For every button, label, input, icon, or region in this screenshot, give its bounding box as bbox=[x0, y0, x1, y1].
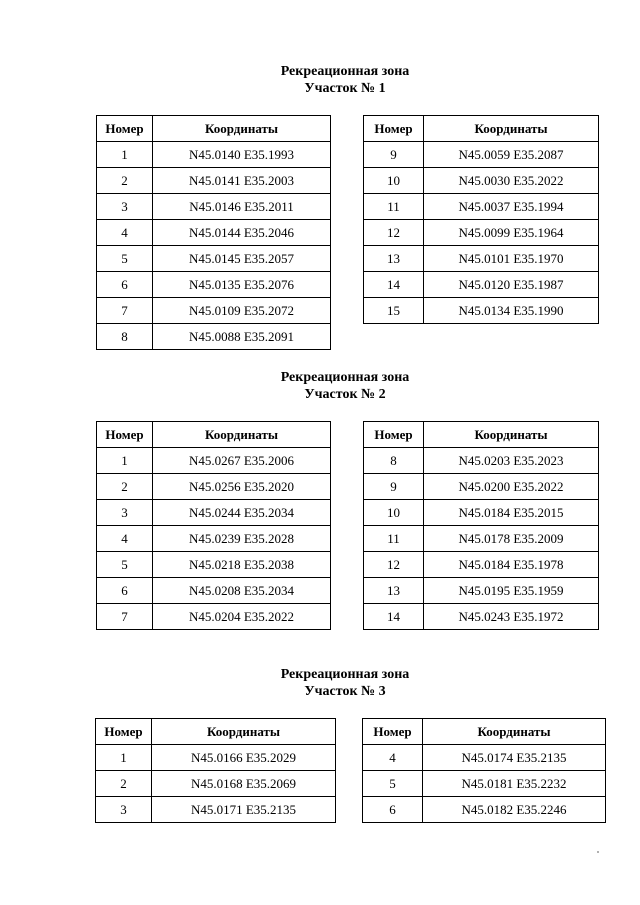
table-header-row bbox=[363, 719, 606, 745]
table-row bbox=[97, 272, 331, 298]
row-number: 9 bbox=[364, 142, 424, 168]
row-number: 7 bbox=[97, 298, 153, 324]
row-number: 3 bbox=[97, 194, 153, 220]
table-row bbox=[97, 298, 331, 324]
table-header-row bbox=[97, 422, 331, 448]
row-number: 14 bbox=[364, 604, 424, 630]
table-row bbox=[364, 526, 599, 552]
row-number: 12 bbox=[364, 220, 424, 246]
table-row bbox=[96, 771, 336, 797]
section-2-table-left bbox=[96, 421, 331, 630]
section-title: Рекреационная зона bbox=[280, 667, 410, 682]
row-number: 3 bbox=[96, 797, 152, 823]
row-coordinates: N45.0182 E35.2246 bbox=[423, 797, 606, 823]
row-number: 6 bbox=[363, 797, 423, 823]
row-coordinates: N45.0181 E35.2232 bbox=[423, 771, 606, 797]
column-header-number: Номер bbox=[363, 719, 423, 745]
row-number: 6 bbox=[97, 578, 153, 604]
row-coordinates: N45.0146 E35.2011 bbox=[153, 194, 331, 220]
row-number: 2 bbox=[97, 474, 153, 500]
row-coordinates: N45.0135 E35.2076 bbox=[153, 272, 331, 298]
row-coordinates: N45.0195 E35.1959 bbox=[424, 578, 599, 604]
row-number: 8 bbox=[364, 448, 424, 474]
table-header-row bbox=[97, 116, 331, 142]
row-coordinates: N45.0140 E35.1993 bbox=[153, 142, 331, 168]
row-coordinates: N45.0267 E35.2006 bbox=[153, 448, 331, 474]
row-coordinates: N45.0203 E35.2023 bbox=[424, 448, 599, 474]
table-row bbox=[96, 745, 336, 771]
table-row bbox=[363, 797, 606, 823]
section-2-heading bbox=[0, 369, 640, 403]
row-coordinates: N45.0244 E35.2034 bbox=[153, 500, 331, 526]
row-coordinates: N45.0059 E35.2087 bbox=[424, 142, 599, 168]
table-row bbox=[364, 552, 599, 578]
row-coordinates: N45.0174 E35.2135 bbox=[423, 745, 606, 771]
row-number: 2 bbox=[96, 771, 152, 797]
row-number: 5 bbox=[97, 246, 153, 272]
table-row bbox=[97, 552, 331, 578]
table-row bbox=[97, 604, 331, 630]
row-coordinates: N45.0200 E35.2022 bbox=[424, 474, 599, 500]
table-row bbox=[97, 474, 331, 500]
row-coordinates: N45.0171 E35.2135 bbox=[152, 797, 336, 823]
table-row bbox=[364, 168, 599, 194]
row-coordinates: N45.0178 E35.2009 bbox=[424, 526, 599, 552]
row-number: 5 bbox=[97, 552, 153, 578]
row-number: 4 bbox=[363, 745, 423, 771]
section-3-table-right bbox=[362, 718, 606, 823]
table-row bbox=[97, 246, 331, 272]
table-row bbox=[364, 448, 599, 474]
table-row bbox=[97, 142, 331, 168]
row-coordinates: N45.0166 E35.2029 bbox=[152, 745, 336, 771]
row-number: 4 bbox=[97, 526, 153, 552]
row-number: 5 bbox=[363, 771, 423, 797]
row-number: 8 bbox=[97, 324, 153, 350]
row-number: 9 bbox=[364, 474, 424, 500]
column-header-coordinates: Координаты bbox=[153, 116, 331, 142]
table-row bbox=[97, 500, 331, 526]
section-2-table-right bbox=[363, 421, 599, 630]
section-1-table-left bbox=[96, 115, 331, 350]
row-coordinates: N45.0218 E35.2038 bbox=[153, 552, 331, 578]
section-3-table-left bbox=[95, 718, 336, 823]
row-number: 7 bbox=[97, 604, 153, 630]
row-coordinates: N45.0037 E35.1994 bbox=[424, 194, 599, 220]
row-coordinates: N45.0101 E35.1970 bbox=[424, 246, 599, 272]
row-coordinates: N45.0243 E35.1972 bbox=[424, 604, 599, 630]
row-coordinates: N45.0256 E35.2020 bbox=[153, 474, 331, 500]
column-header-number: Номер bbox=[96, 719, 152, 745]
row-number: 2 bbox=[97, 168, 153, 194]
row-number: 1 bbox=[97, 448, 153, 474]
section-1-table-right bbox=[363, 115, 599, 324]
table-row bbox=[364, 246, 599, 272]
table-row bbox=[364, 298, 599, 324]
table-row bbox=[364, 474, 599, 500]
row-number: 11 bbox=[364, 526, 424, 552]
row-number: 1 bbox=[96, 745, 152, 771]
column-header-coordinates: Координаты bbox=[153, 422, 331, 448]
row-coordinates: N45.0134 E35.1990 bbox=[424, 298, 599, 324]
row-coordinates: N45.0168 E35.2069 bbox=[152, 771, 336, 797]
column-header-coordinates: Координаты bbox=[424, 116, 599, 142]
row-number: 4 bbox=[97, 220, 153, 246]
section-subtitle: Участок № 3 bbox=[304, 684, 386, 699]
row-number: 14 bbox=[364, 272, 424, 298]
row-coordinates: N45.0144 E35.2046 bbox=[153, 220, 331, 246]
row-coordinates: N45.0109 E35.2072 bbox=[153, 298, 331, 324]
section-1-heading bbox=[0, 63, 640, 97]
row-number: 12 bbox=[364, 552, 424, 578]
row-number: 13 bbox=[364, 578, 424, 604]
table-row bbox=[97, 578, 331, 604]
section-3-heading bbox=[0, 666, 640, 700]
table-row bbox=[364, 272, 599, 298]
table-row bbox=[96, 797, 336, 823]
row-number: 6 bbox=[97, 272, 153, 298]
section-subtitle: Участок № 2 bbox=[304, 387, 386, 402]
table-row bbox=[97, 448, 331, 474]
row-number: 13 bbox=[364, 246, 424, 272]
table-header-row bbox=[364, 116, 599, 142]
row-coordinates: N45.0204 E35.2022 bbox=[153, 604, 331, 630]
column-header-number: Номер bbox=[364, 422, 424, 448]
table-row bbox=[97, 168, 331, 194]
scan-speck bbox=[597, 851, 599, 853]
table-row bbox=[364, 220, 599, 246]
row-coordinates: N45.0184 E35.2015 bbox=[424, 500, 599, 526]
column-header-coordinates: Координаты bbox=[424, 422, 599, 448]
table-header-row bbox=[96, 719, 336, 745]
table-row bbox=[97, 194, 331, 220]
row-coordinates: N45.0099 E35.1964 bbox=[424, 220, 599, 246]
row-number: 10 bbox=[364, 500, 424, 526]
section-subtitle: Участок № 1 bbox=[304, 81, 386, 96]
column-header-coordinates: Координаты bbox=[423, 719, 606, 745]
table-row bbox=[363, 771, 606, 797]
column-header-number: Номер bbox=[97, 422, 153, 448]
row-coordinates: N45.0030 E35.2022 bbox=[424, 168, 599, 194]
row-coordinates: N45.0184 E35.1978 bbox=[424, 552, 599, 578]
table-row bbox=[363, 745, 606, 771]
row-coordinates: N45.0120 E35.1987 bbox=[424, 272, 599, 298]
column-header-coordinates: Координаты bbox=[152, 719, 336, 745]
table-row bbox=[97, 324, 331, 350]
row-number: 11 bbox=[364, 194, 424, 220]
row-number: 1 bbox=[97, 142, 153, 168]
row-number: 15 bbox=[364, 298, 424, 324]
column-header-number: Номер bbox=[364, 116, 424, 142]
row-coordinates: N45.0208 E35.2034 bbox=[153, 578, 331, 604]
column-header-number: Номер bbox=[97, 116, 153, 142]
section-title: Рекреационная зона bbox=[280, 370, 410, 385]
table-row bbox=[364, 500, 599, 526]
section-title: Рекреационная зона bbox=[280, 64, 410, 79]
row-coordinates: N45.0239 E35.2028 bbox=[153, 526, 331, 552]
row-coordinates: N45.0088 E35.2091 bbox=[153, 324, 331, 350]
table-row bbox=[364, 578, 599, 604]
row-coordinates: N45.0145 E35.2057 bbox=[153, 246, 331, 272]
row-number: 3 bbox=[97, 500, 153, 526]
table-row bbox=[97, 220, 331, 246]
table-row bbox=[97, 526, 331, 552]
table-row bbox=[364, 194, 599, 220]
row-coordinates: N45.0141 E35.2003 bbox=[153, 168, 331, 194]
table-row bbox=[364, 604, 599, 630]
row-number: 10 bbox=[364, 168, 424, 194]
table-row bbox=[364, 142, 599, 168]
table-header-row bbox=[364, 422, 599, 448]
